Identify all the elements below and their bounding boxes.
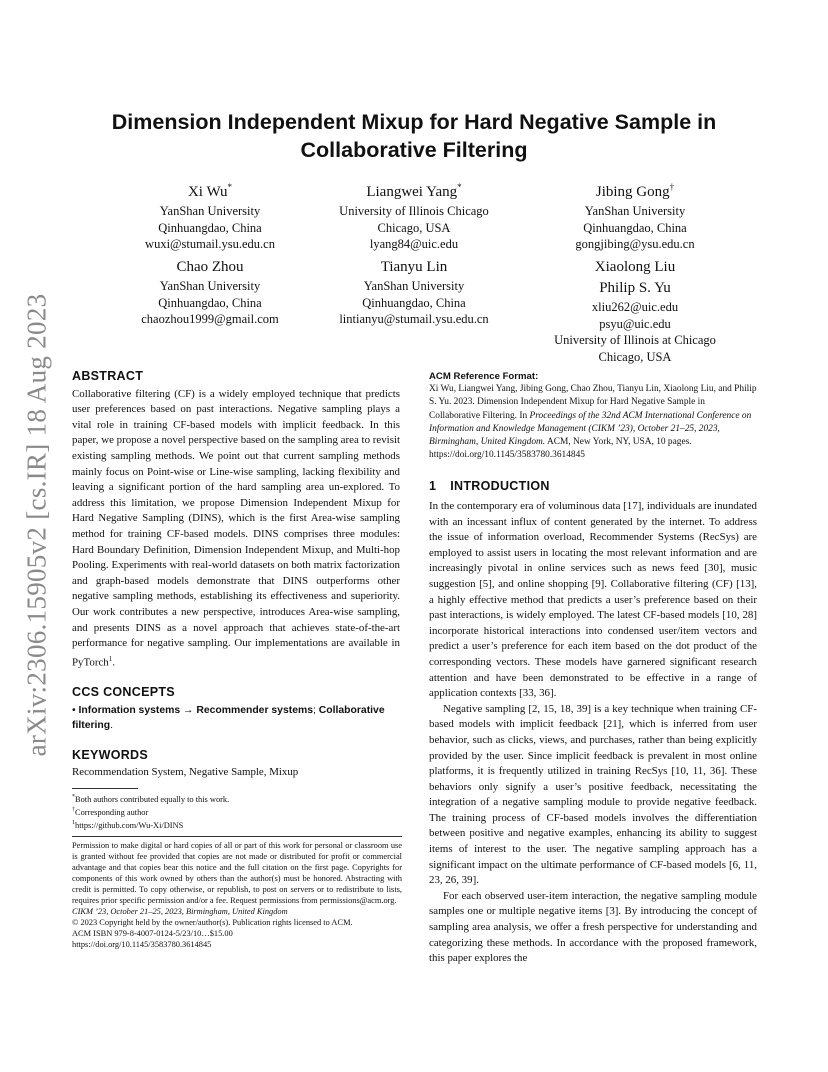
permission-rule	[72, 836, 402, 837]
author-email: gongjibing@ysu.edu.cn	[575, 237, 695, 251]
paper-title	[60, 108, 768, 164]
author-name: Chao Zhou	[176, 259, 244, 275]
author-name: Xiaolong Liu	[594, 259, 676, 275]
ccs-end: .	[110, 720, 113, 732]
author-name: Liangwei Yang	[366, 184, 458, 200]
footnote-item	[72, 792, 400, 805]
arxiv-identifier: arXiv:2306.15905v2 [cs.IR] 18 Aug 2023	[21, 293, 52, 757]
acm-reference-proceedings: Proceedings of the 32nd ACM International Conference on Information and Knowledge Management (CIKM ’23), October 21–25, 2023, Birmingham, United Kingdom.	[429, 410, 752, 448]
author-location: Qinhuangdao, China	[158, 295, 262, 310]
ccs-recommender-systems: Recommender systems	[196, 704, 313, 716]
footnote-marker: 1	[108, 654, 113, 663]
author-affiliation: YanShan University	[159, 204, 261, 218]
author-location: Qinhuangdao, China	[583, 220, 687, 235]
section-title: INTRODUCTION	[450, 479, 550, 494]
footnote-mark: *	[72, 794, 75, 800]
ccs-heading: CCS CONCEPTS	[72, 684, 175, 699]
keywords-heading: KEYWORDS	[72, 747, 149, 762]
author-affiliation: YanShan University	[363, 279, 465, 293]
footnote-text: Corresponding author	[75, 807, 149, 817]
keywords-text: Recommendation System, Negative Sample, Mixup	[72, 766, 299, 779]
author-affiliation: YanShan University	[159, 279, 261, 293]
author-affiliation: University of Illinois at Chicago	[554, 333, 716, 347]
venue-line: CIKM ’23, October 21–25, 2023, Birmingham, United Kingdom	[72, 907, 288, 916]
footnote-text: Both authors contributed equally to this work.	[75, 794, 230, 804]
ccs-separator: ;	[313, 704, 316, 716]
acm-reference-block	[429, 370, 757, 462]
intro-paragraph-2: Negative sampling [2, 15, 18, 39] is a key technique when training CF-based models with implicit feedback [21], which is inferred from user behavior, such as clicks, views, and purchases, rather than being explicitly provided by the user. Since implicit feedback is prevalent in most online platforms, it is frequently utilized in training RecSys [10, 11, 36]. These behaviors only signify a user’s positive feedback, necessitating the integration of a negative sampling module to provide negative feedback. The training process of CF-based models involves the differentiation between positive and negative examples, enhancing its ability to suggest items of interest to the user. The negative sampling approach has a significant impact on the ultimate performance of CF-based models [6, 11, 23, 26, 39].	[429, 702, 757, 887]
introduction-heading	[429, 479, 757, 495]
isbn-line: ACM ISBN 979-8-4007-0124-5/23/10…$15.00	[72, 929, 233, 938]
author-name: Philip S. Yu	[599, 280, 671, 296]
footnotes	[72, 788, 400, 830]
author-email: psyu@uic.edu	[599, 316, 671, 331]
abstract-heading: ABSTRACT	[72, 369, 144, 383]
permission-text: Permission to make digital or hard copies of all or part of this work for personal or classroom use is granted without fee provided that copies are not made or distributed for profit or commercial advantage and that copies bear this notice and the full citation on the first page. Copyrights for components of this work owned by others than the author(s) must be honored. Abstracting with credit is permitted. To copy otherwise, or republish, to post on servers or to redistribute to lists, requires prior specific permission and/or a fee. Request permissions from permissions@acm.org.	[72, 841, 402, 905]
arxiv-stamp	[12, 290, 62, 760]
ccs-collaborative-filtering: Collaborative filtering	[72, 704, 385, 732]
author-email: xliu262@uic.edu	[591, 300, 679, 314]
footnote-rule	[72, 788, 138, 789]
author-block	[535, 177, 735, 253]
acm-reference-heading: ACM Reference Format:	[429, 371, 539, 382]
author-email: lintianyu@stumail.ysu.edu.cn	[339, 312, 489, 326]
right-column	[429, 370, 757, 967]
author-name-line	[110, 177, 310, 202]
author-location: Qinhuangdao, China	[158, 220, 262, 235]
title-line-2: Collaborative Filtering	[300, 138, 528, 162]
author-name: Xi Wu	[187, 184, 228, 200]
author-block	[314, 257, 514, 328]
equal-contribution-mark: *	[227, 182, 233, 192]
footnote-link[interactable]: https://github.com/Wu-Xi/DINS	[75, 820, 184, 830]
author-email: chaozhou1999@gmail.com	[141, 312, 279, 326]
author-block	[314, 177, 514, 253]
author-name: Jibing Gong	[595, 184, 670, 200]
equal-contribution-mark: *	[457, 182, 462, 192]
footnote-mark: 1	[72, 819, 75, 826]
ccs-information-systems: Information systems	[78, 704, 181, 716]
author-location: Qinhuangdao, China	[362, 295, 466, 310]
footnote-item	[72, 818, 400, 831]
abstract-text: Collaborative filtering (CF) is a widely employed technique that predicts user preferences based on past interactions. Negative sampling plays a vital role in training CF-based models with implicit feedback. In this paper, we propose a novel perspective based on the sampling area to revisit existing sampling methods. We point out that current sampling methods mainly focus on Point-wise or Line-wise sampling, lacking flexibility and leaving a significant portion of the hard sampling area un-explored. To address this limitation, we propose Dimension Independent Mixup for Hard Negative Sampling (DINS), which is the first Area-wise sampling method for training CF-based models. DINS comprises three modules: Hard Boundary Definition, Dimension Independent Mixup, and Multi-hop Pooling. Experiments with real-world datasets on both matrix factorization and graph-based models demonstrate that DINS outperforms other negative sampling methods, establishing its effectiveness and superiority. Our work contributes a new perspective, introduces Area-wise sampling, and presents DINS as a novel approach that achieves state-of-the-art performance for negative sampling. Our implementations are available in PyTorch$^1$.	[72, 387, 400, 669]
author-affiliation: YanShan University	[584, 204, 686, 218]
left-column	[72, 369, 400, 781]
title-line-1: Dimension Independent Mixup for Hard Negative Sample in	[111, 110, 717, 134]
author-affiliation: University of Illinois Chicago	[339, 204, 489, 218]
abstract-body: Collaborative filtering (CF) is a widely employed technique that predicts user preferences based on past interactions. Negative sampling plays a vital role in training CF-based models with implicit feedback. In this paper, we propose a novel perspective based on the sampling area to revisit existing sampling methods. We point out that current sampling methods mainly focus on Point-wise or Line-wise sampling, lacking flexibility and leaving a significant portion of the hard sampling area un-explored. To address this limitation, we propose Dimension Independent Mixup for Hard Negative Sampling (DINS), which is the first Area-wise sampling method for training CF-based models. DINS comprises three modules: Hard Boundary Definition, Dimension Independent Mixup, and Multi-hop Pooling. Experiments with real-world datasets on both matrix factorization and graph-based models demonstrate that DINS outperforms other negative sampling methods, establishing its effectiveness and superiority. Our work contributes a new perspective, introduces Area-wise sampling, and presents DINS as a novel approach that achieves state-of-the-art performance for negative sampling. Our implementations are available in PyTorch	[72, 387, 400, 669]
acm-reference-authors: Xi Wu, Liangwei Yang, Jibing Gong, Chao Zhou, Tianyu Lin, Xiaolong Liu, and Philip S. Yu. 2023. Dimension Independent Mixup for Hard Negative Sample in Collaborative Filtering. In	[429, 384, 757, 421]
author-block	[110, 257, 310, 328]
ccs-concepts	[72, 703, 400, 734]
author-block	[110, 177, 310, 253]
footnote-item	[72, 805, 400, 818]
copyright-line: © 2023 Copyright held by the owner/author(s). Publication rights licensed to ACM.	[72, 918, 353, 927]
author-email: lyang84@uic.edu	[369, 237, 459, 251]
author-name: Tianyu Lin	[380, 259, 448, 275]
author-email: wuxi@stumail.ysu.edu.cn	[145, 237, 275, 251]
author-name-line	[314, 177, 514, 202]
acm-reference-publisher: ACM, New York, NY, USA, 10 pages. https://doi.org/10.1145/3583780.3614845	[429, 437, 692, 461]
corresponding-author-mark: †	[669, 182, 675, 192]
doi-link[interactable]: https://doi.org/10.1145/3583780.3614845	[72, 940, 212, 949]
author-name-line	[535, 177, 735, 202]
ccs-arrow: →	[183, 704, 194, 716]
joint-author-block	[522, 257, 748, 365]
intro-paragraph-1: In the contemporary era of voluminous data [17], individuals are inundated with an incessant influx of content generated by the internet. To address the issue of information overload, Recommender Systems (RecSys) are employed to assist users in locating the most relevant information and are increasingly pivotal in online services such as news feed [30], music suggestion [5], and online shopping [9]. Collaborative filtering (CF) [13], a highly effective method that predicts a user’s preference based on their past interactions, is widely employed. The latest CF-based models [10, 28] incorporate historical interactions into condensed user/item vectors and predict a user’s preference for each item based on the dot product of the corresponding vectors. These models have garnered significant research attention and have been demonstrated to be effective in a range of application contexts [33, 36].	[429, 500, 757, 700]
ccs-bullet: •	[72, 704, 76, 716]
author-location: Chicago, USA	[377, 220, 451, 235]
author-location: Chicago, USA	[598, 349, 672, 364]
footnote-mark: †	[72, 806, 75, 813]
intro-paragraph-3: For each observed user-item interaction, the negative sampling module samples one or multiple negative items [3]. By introducing the concept of sampling area analysis, we offer a fresh perspective for understanding and categorizing these methods. In accordance with the proposed framework, this paper explores the	[429, 889, 757, 965]
permission-block	[72, 836, 402, 950]
section-number: 1	[429, 479, 437, 494]
